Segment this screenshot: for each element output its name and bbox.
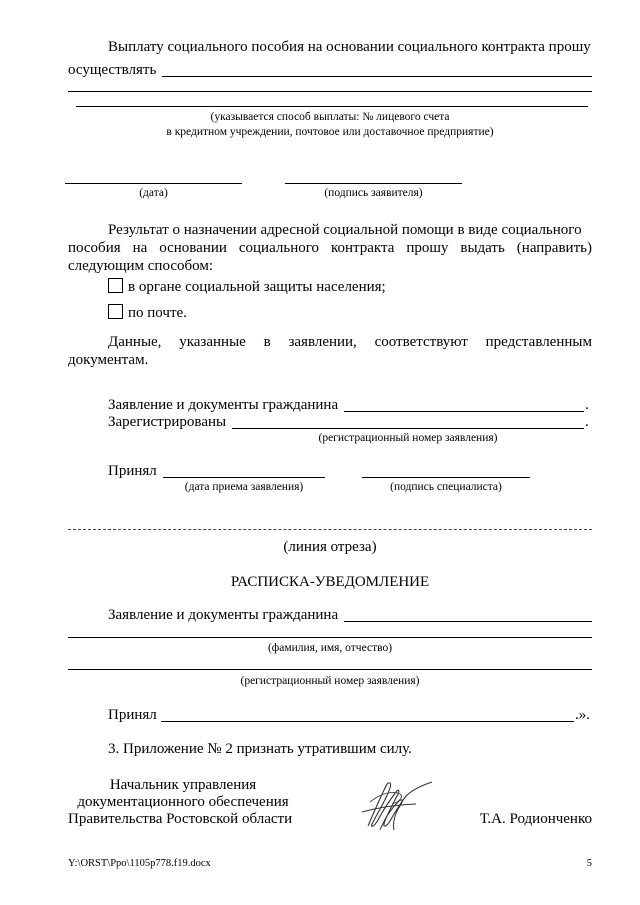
position-line3: Правительства Ростовской области (68, 811, 293, 827)
receipt-accepted-label: Принял (108, 707, 157, 723)
handwritten-signature-icon (340, 772, 440, 838)
payment-fill-line-3[interactable] (76, 106, 588, 107)
registration-docs-fill-line[interactable] (344, 411, 584, 412)
date-caption: (дата) (139, 187, 168, 199)
date-fill-line[interactable] (65, 183, 242, 184)
accepted-date-caption: (дата приема заявления) (184, 481, 304, 493)
option-social-office-checkbox[interactable] (108, 278, 123, 293)
registration-docs-label: Заявление и документы гражданина (108, 397, 339, 413)
receipt-fio-caption: (фамилия, имя, отчество) (267, 642, 393, 654)
file-path: Y:\ORST\Ppo\1105p778.f19.docx (68, 858, 211, 869)
result-word: на (132, 240, 148, 256)
receipt-docs-fill-line[interactable] (344, 621, 592, 622)
payment-note-line2: в кредитном учреждении, почтовое или доставочное предприятие) (166, 126, 494, 138)
signer-name: Т.А. Родионченко (479, 811, 592, 827)
receipt-accepted-fill-line[interactable] (161, 721, 574, 722)
cut-line-caption: (линия отреза) (283, 539, 377, 555)
option-social-office-label: в органе социальной защиты населения; (128, 279, 386, 295)
registration-registered-label: Зарегистрированы (108, 414, 227, 430)
declaration-word: Данные, (108, 334, 162, 350)
payment-note-line1: (указывается способ выплаты: № лицевого счета (210, 111, 450, 123)
result-text-line3: следующим способом: (68, 258, 213, 274)
option-post-label: по почте. (128, 305, 187, 321)
accepted-signature-fill-line[interactable] (362, 477, 530, 478)
receipt-fio-fill-line[interactable] (68, 637, 592, 638)
registration-number-fill-line[interactable] (232, 428, 584, 429)
receipt-reg-fill-line[interactable] (68, 669, 592, 670)
declaration-word: представленным (485, 334, 592, 350)
payment-fill-line-2[interactable] (68, 91, 592, 92)
clause-3: 3. Приложение № 2 признать утратившим силу. (108, 741, 412, 757)
receipt-docs-label: Заявление и документы гражданина (108, 607, 339, 623)
declaration-line1 (108, 333, 592, 351)
registration-registered-end: . (585, 414, 589, 430)
receipt-accepted-end: .». (575, 707, 590, 723)
declaration-word: в (263, 334, 271, 350)
result-word: выдать (460, 240, 505, 256)
result-word: прошу (406, 240, 449, 256)
cut-line (68, 529, 592, 530)
declaration-word: заявлении, (288, 334, 357, 350)
accepted-date-fill-line[interactable] (163, 477, 325, 478)
result-text-line1: Результат о назначении адресной социальной помощи в виде социального (108, 222, 582, 238)
payment-text-line1: Выплату социального пособия на основании социального контракта прошу (108, 39, 591, 55)
page-number: 5 (586, 858, 592, 869)
result-text-line2 (68, 239, 592, 257)
result-word: контракта (330, 240, 395, 256)
result-word: пособия (68, 240, 121, 256)
signature-caption: (подпись заявителя) (324, 187, 423, 199)
result-word: основании (159, 240, 227, 256)
option-post-checkbox[interactable] (108, 304, 123, 319)
receipt-title: РАСПИСКА-УВЕДОМЛЕНИЕ (230, 574, 430, 590)
declaration-word: указанные (179, 334, 246, 350)
declaration-line2: документам. (68, 352, 149, 368)
registration-docs-end: . (585, 397, 589, 413)
payment-text-line2: осуществлять (68, 62, 157, 78)
payment-fill-line-1[interactable] (162, 76, 592, 77)
registration-number-caption: (регистрационный номер заявления) (318, 432, 498, 444)
receipt-reg-caption: (регистрационный номер заявления) (240, 675, 420, 687)
accepted-signature-caption: (подпись специалиста) (390, 481, 502, 493)
result-word: социального (238, 240, 319, 256)
result-word: (направить) (516, 240, 592, 256)
signature-fill-line[interactable] (285, 183, 462, 184)
accepted-label: Принял (108, 463, 157, 479)
declaration-word: соответствуют (374, 334, 468, 350)
position-line1: Начальник управления (109, 777, 257, 793)
position-line2: документационного обеспечения (77, 794, 289, 810)
